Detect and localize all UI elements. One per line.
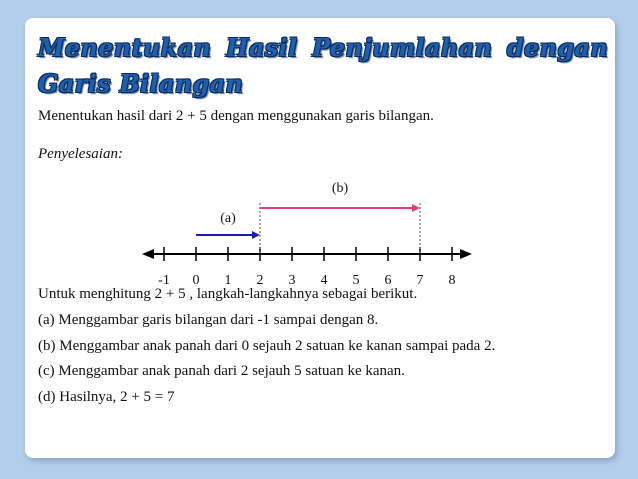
steps-intro: Untuk menghitung 2 + 5 , langkah-langkahnya sebagai berikut.	[38, 286, 418, 302]
tick-label: 0	[192, 273, 200, 288]
step-d: (d) Hasilnya, 2 + 5 = 7	[38, 389, 175, 405]
tick-label: 5	[352, 273, 360, 288]
intro-text: Menentukan hasil dari 2 + 5 dengan menggunakan garis bilangan.	[38, 108, 434, 124]
arrow-b-label: (b)	[331, 181, 349, 196]
arrow-b-head	[412, 204, 420, 212]
slide-title: Menentukan Hasil Penjumlahan dengan Garis Bilangan	[38, 33, 608, 98]
tick-label: 3	[288, 273, 296, 288]
tick-label: 6	[384, 273, 392, 288]
tick-label: 7	[416, 273, 424, 288]
tick-label: 2	[256, 273, 264, 288]
tick-label: -1	[158, 273, 170, 288]
step-b: (b) Menggambar anak panah dari 0 sejauh 2 satuan ke kanan sampai pada 2.	[38, 338, 496, 354]
step-c: (c) Menggambar anak panah dari 2 sejauh 5 satuan ke kanan.	[38, 363, 405, 379]
arrow-a-label: (a)	[220, 211, 236, 226]
arrow-a-head	[252, 231, 260, 239]
tick-label: 4	[320, 273, 328, 288]
solution-label: Penyelesaian:	[38, 146, 123, 162]
step-a: (a) Menggambar garis bilangan dari -1 sampai dengan 8.	[38, 312, 379, 328]
tick-label: 1	[224, 273, 232, 288]
tick-label: 8	[448, 273, 456, 288]
axis-right-arrowhead	[460, 249, 472, 259]
axis-left-arrowhead	[142, 249, 154, 259]
